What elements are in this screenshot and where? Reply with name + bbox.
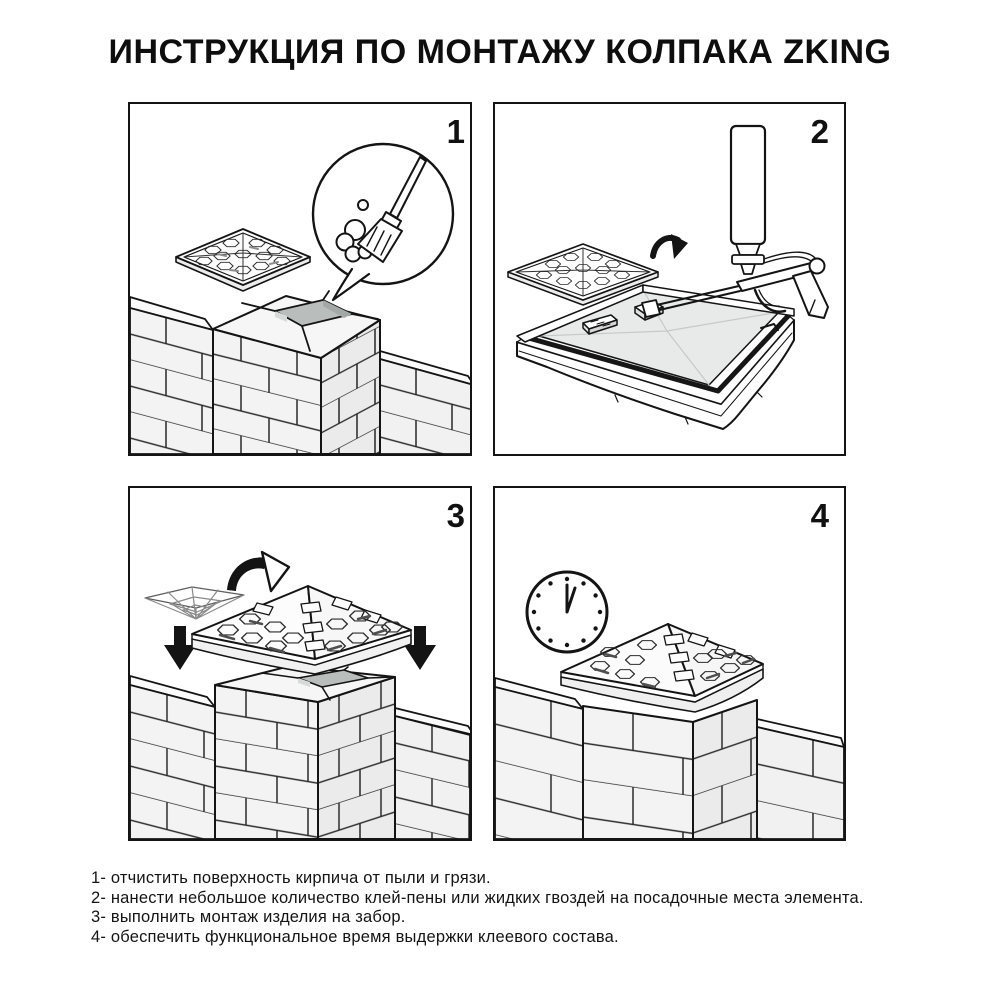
step-3-illustration <box>130 488 470 839</box>
brick-pillar <box>215 666 395 839</box>
step-4-illustration <box>495 488 844 839</box>
brick-wall-right <box>380 351 470 454</box>
step-2-illustration <box>495 104 844 454</box>
pyramid-cap <box>192 586 411 674</box>
brick-wall-right <box>757 719 844 839</box>
cap-top-view <box>176 229 310 291</box>
gun-nozzle <box>642 300 660 317</box>
foam-canister <box>731 126 765 264</box>
step-number-4: 4 <box>810 497 829 534</box>
instruction-line-4: 4- обеспечить функциональное время выдержки клеевого состава. <box>91 927 619 946</box>
page-title: ИНСТРУКЦИЯ ПО МОНТАЖУ КОЛПАКА ZKING <box>108 33 892 71</box>
brick-wall-left <box>130 676 215 839</box>
instruction-line-3: 3- выполнить монтаж изделия на забор. <box>91 908 406 926</box>
step-panel-2 <box>493 102 846 456</box>
down-arrow-icon <box>164 626 196 670</box>
brick-wall-right <box>395 708 470 839</box>
brick-wall-left <box>495 678 583 839</box>
instruction-list <box>91 869 864 947</box>
cap-underside-wireframe <box>145 587 244 619</box>
step-panel-3 <box>128 486 472 841</box>
instruction-line-2: 2- нанести небольшое количество клей-пены или жидких гвоздей на посадочные места элемента. <box>91 888 864 907</box>
instruction-line-1: 1- отчистить поверхность кирпича от пыли и грязи. <box>91 869 491 887</box>
brick-pillar <box>583 700 757 839</box>
step-number-1: 1 <box>446 113 465 150</box>
step-number-2: 2 <box>810 113 829 150</box>
step-panel-1 <box>128 102 472 456</box>
flip-arrow-icon <box>653 234 688 259</box>
brick-pillar <box>213 291 380 454</box>
clock-icon <box>527 572 607 652</box>
step-panel-4 <box>493 486 846 841</box>
step-number-3: 3 <box>446 497 465 534</box>
brick-wall-left <box>130 297 213 454</box>
step-1-illustration <box>130 104 470 454</box>
flip-arrow-icon <box>227 552 289 591</box>
